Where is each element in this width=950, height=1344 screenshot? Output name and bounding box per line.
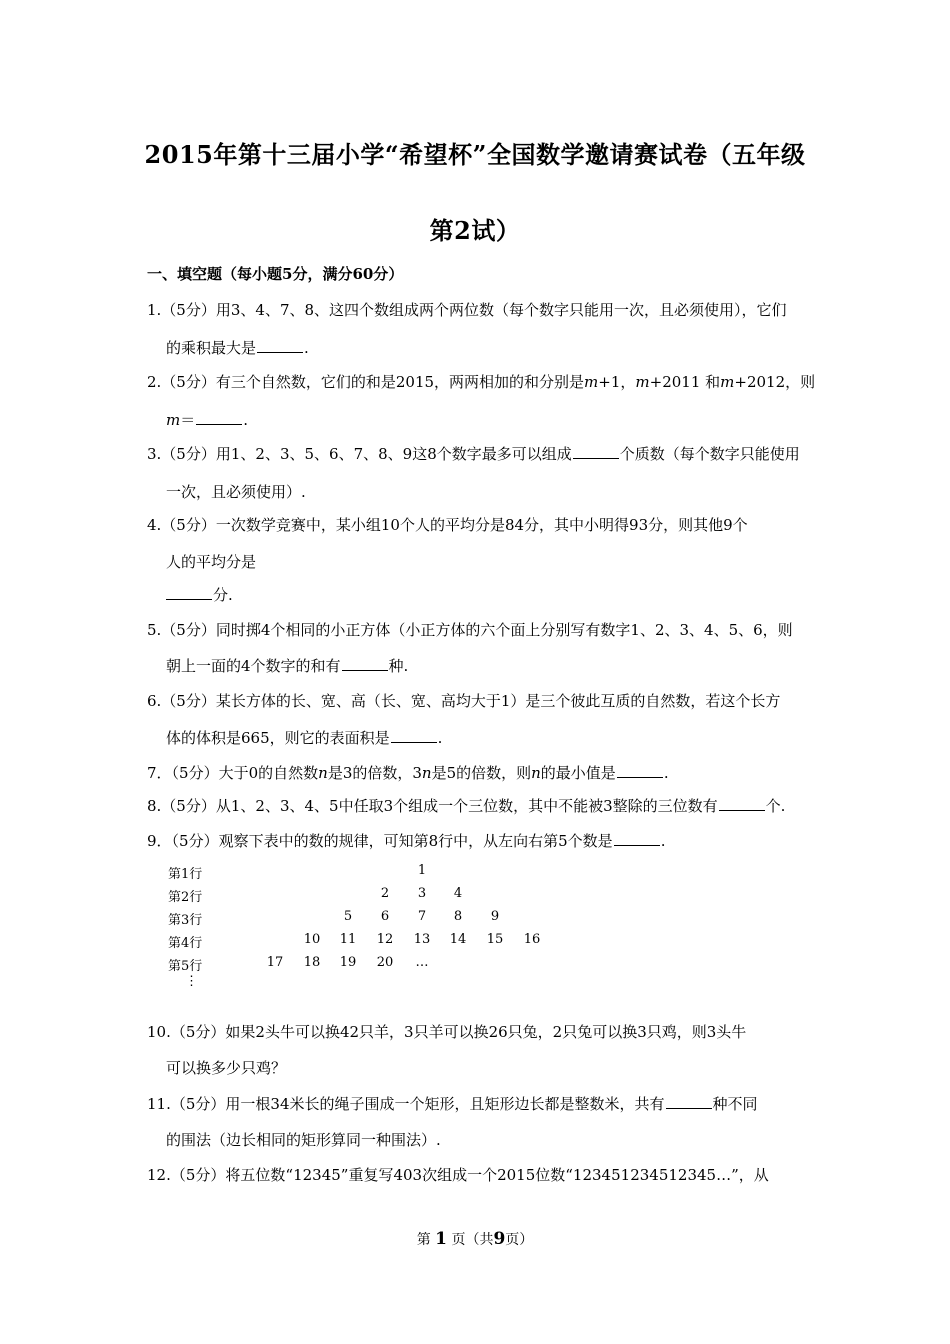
table-cell: 13 — [413, 932, 431, 947]
answer-blank[interactable] — [257, 340, 303, 353]
page-footer: 第 1 页（共9页） — [416, 1229, 534, 1249]
question-4-line3: 分. — [166, 584, 233, 605]
answer-blank[interactable] — [719, 798, 765, 811]
table-cell: 15 — [486, 932, 504, 947]
answer-blank[interactable] — [573, 446, 619, 459]
table-cell: 10 — [303, 932, 321, 947]
row-label: 第4行 — [168, 936, 203, 951]
section-heading: 一、填空题（每小题5分，满分60分） — [147, 265, 404, 283]
row-label: 第1行 — [168, 867, 203, 882]
question-8-line1: 8.（5分）从1、2、3、4、5中任取3个组成一个三位数，其中不能被3整除的三位数有 个. — [147, 797, 786, 815]
question-5-line1: 5.（5分）同时掷4个相同的小正方体（小正方体的六个面上分别写有数字1、2、3、4、5、6，则 — [147, 621, 793, 639]
table-cell: 2 — [380, 886, 390, 901]
question-9-line1: 9．（5分）观察下表中的数的规律，可知第8行中，从左向右第5个数是 . — [147, 832, 666, 850]
answer-blank[interactable] — [166, 587, 212, 600]
question-11-line1: 11.（5分）用一根34米长的绳子围成一个矩形，且矩形边长都是整数米，共有 种不同 — [147, 1095, 758, 1113]
table-cell: 19 — [339, 955, 357, 970]
answer-blank[interactable] — [391, 730, 437, 743]
table-cell: 16 — [523, 932, 541, 947]
total-pages: 9 — [493, 1229, 506, 1249]
table-cell: 3 — [417, 886, 427, 901]
answer-blank[interactable] — [666, 1096, 712, 1109]
table-cell: 4 — [453, 886, 463, 901]
answer-blank[interactable] — [617, 765, 663, 778]
row-label: 第5行 — [168, 959, 203, 974]
question-6-line1: 6.（5分）某长方体的长、宽、高（长、宽、高均大于1）是三个彼此互质的自然数，若这个长方 — [147, 692, 781, 710]
question-10-line2: 可以换多少只鸡？ — [166, 1059, 287, 1077]
current-page: 1 — [435, 1229, 447, 1249]
question-1-line2: 的乘积最大是 . — [166, 339, 309, 357]
question-1-line1: 1.（5分）用3、4、7、8、这四个数组成两个两位数（每个数字只能用一次，且必须使用），它们 — [147, 301, 787, 319]
row-label: 第2行 — [168, 890, 203, 905]
question-7-line1: 7．（5分）大于0的自然数n是3的倍数，3n是5的倍数，则n的最小值是 . — [147, 764, 669, 782]
table-cell: 1 — [417, 863, 427, 878]
question-2-line1: 2.（5分）有三个自然数，它们的和是2015，两两相加的和分别是m+1，m+2011 和m+2012，则 — [147, 373, 816, 391]
table-cell: 12 — [376, 932, 394, 947]
table-cell: 20 — [376, 955, 394, 970]
table-cell: 11 — [339, 932, 357, 947]
table-cell: 6 — [380, 909, 390, 924]
row-label-ellipsis: ⋮ — [185, 974, 198, 989]
question-4-line1: 4.（5分）一次数学竞赛中，某小组10个人的平均分是84分，其中小明得93分，则其他9个 — [147, 516, 748, 534]
page-title-line2: 第2试） — [429, 216, 521, 245]
answer-blank[interactable] — [614, 833, 660, 846]
question-12-line1: 12.（5分）将五位数“12345”重复写403次组成一个2015位数“123451234512345…”，从 — [147, 1166, 769, 1184]
table-cell: 8 — [453, 909, 463, 924]
row-label: 第3行 — [168, 913, 203, 928]
answer-blank[interactable] — [342, 658, 388, 671]
question-10-line1: 10.（5分）如果2头牛可以换42只羊，3只羊可以换26只兔，2只兔可以换3只鸡，则3头牛 — [147, 1023, 747, 1041]
question-4-line2: 人的平均分是 — [166, 553, 257, 571]
question-3-line1: 3.（5分）用1、2、3、5、6、7、8、9这8个数字最多可以组成 个质数（每个数字只能使用 — [147, 445, 800, 463]
page-title-line1: 2015年第十三届小学“希望杯”全国数学邀请赛试卷（五年级 — [144, 140, 806, 169]
answer-blank[interactable] — [196, 412, 242, 425]
table-cell: 9 — [490, 909, 500, 924]
table-cell: 17 — [266, 955, 284, 970]
question-5-line2: 朝上一面的4个数字的和有 种. — [166, 657, 409, 675]
question-2-line2: m＝ . — [166, 411, 249, 429]
question-11-line2: 的围法（边长相同的矩形算同一种围法）. — [166, 1131, 441, 1149]
table-cell: 7 — [417, 909, 427, 924]
table-cell: … — [415, 955, 429, 970]
table-cell: 18 — [303, 955, 321, 970]
question-6-line2: 体的体积是665，则它的表面积是 . — [166, 729, 443, 747]
table-cell: 5 — [343, 909, 353, 924]
table-cell: 14 — [449, 932, 467, 947]
question-3-line2: 一次，且必须使用）. — [166, 483, 306, 501]
